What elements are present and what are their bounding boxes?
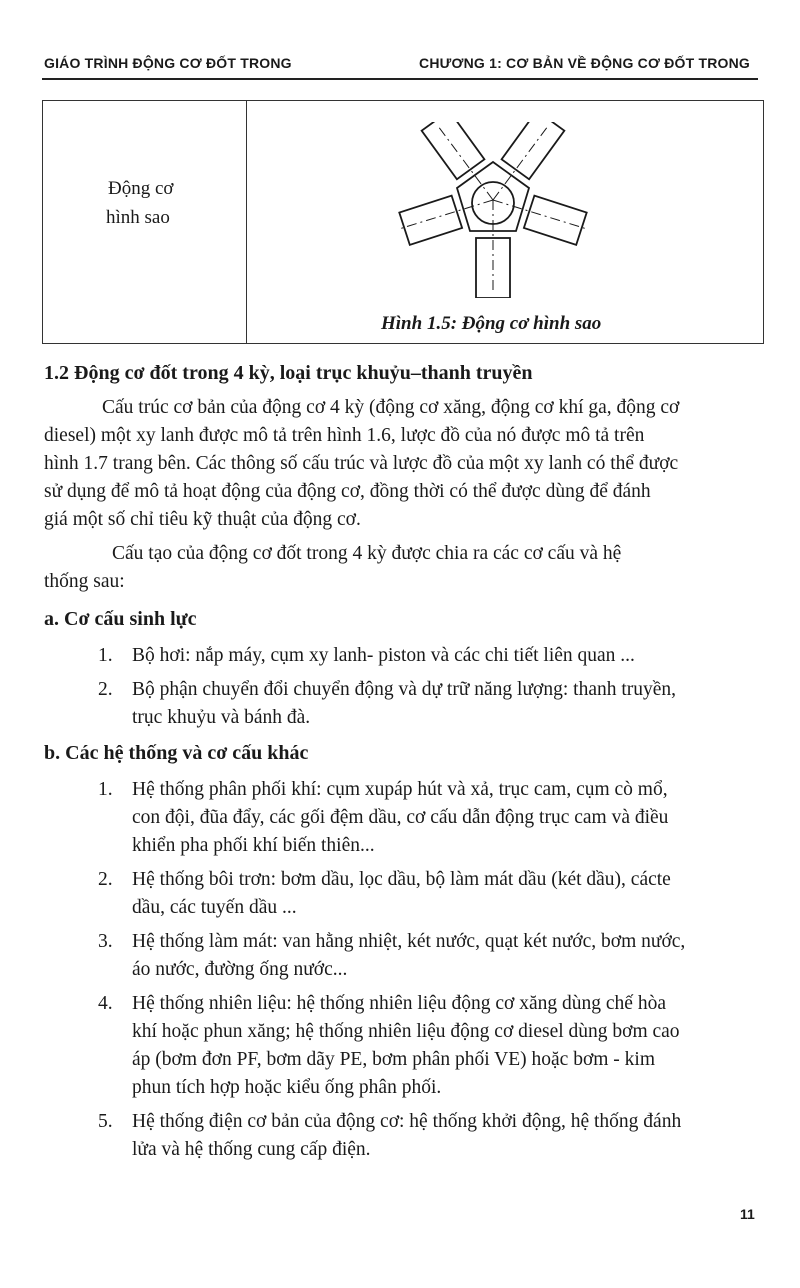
paragraph-line: Cấu trúc cơ bản của động cơ 4 kỳ (động cơ xăng, động cơ khí ga, động cơ [102,397,680,418]
cylinder-top-left [422,122,485,179]
list-item-number: 2. [98,679,113,700]
header-rule [42,78,758,80]
list-item-line: Hệ thống bôi trơn: bơm dầu, lọc dầu, bộ làm mát dầu (két dầu), cácte [132,869,671,890]
list-item-line: Hệ thống làm mát: van hằng nhiệt, két nước, quạt két nước, bơm nước, [132,931,686,952]
list-item-line: áo nước, đường ống nước... [132,959,348,980]
paragraph-line: Cấu tạo của động cơ đốt trong 4 kỳ được chia ra các cơ cấu và hệ [112,543,622,564]
list-item-line: khí hoặc phun xăng; hệ thống nhiên liệu động cơ diesel dùng bơm cao [132,1021,680,1042]
subsection-a-heading: a. Cơ cấu sinh lực [44,608,197,630]
paragraph-line: giá một số chỉ tiêu kỹ thuật của động cơ. [44,509,361,530]
radial-engine-diagram [380,122,600,298]
list-item-line: Hệ thống nhiên liệu: hệ thống nhiên liệu động cơ xăng dùng chế hòa [132,993,666,1014]
paragraph-line: sử dụng để mô tả hoạt động của động cơ, đồng thời có thể được dùng để đánh [44,481,651,502]
list-item-line: dầu, các tuyến dầu ... [132,897,297,918]
running-header [44,52,750,74]
list-item-line: Bộ hơi: nắp máy, cụm xy lanh- piston và các chi tiết liên quan ... [132,645,635,666]
cylinder-right [524,196,587,245]
list-item-line: con đội, đũa đẩy, các gối đệm dầu, cơ cấu dẫn động trục cam và điều [132,807,669,828]
header-book-title: GIÁO TRÌNH ĐỘNG CƠ ĐỐT TRONG [44,55,292,71]
list-item-number: 1. [98,779,113,800]
subsection-b-heading: b. Các hệ thống và cơ cấu khác [44,742,309,764]
list-item-number: 2. [98,869,113,890]
list-item-line: trục khuỷu và bánh đà. [132,707,311,728]
list-item-number: 4. [98,993,113,1014]
figure-label-line-1: Động cơ [108,178,174,199]
list-item-number: 1. [98,645,113,666]
list-item-line: phun tích hợp hoặc kiểu ống phân phối. [132,1077,442,1098]
list-item-line: khiển pha phối khí biến thiên... [132,835,375,856]
cylinder-top-right [502,122,565,179]
page-number: 11 [740,1206,755,1222]
list-item-number: 5. [98,1111,113,1132]
paragraph-line: diesel) một xy lanh được mô tả trên hình 1.6, lược đồ của nó được mô tả trên [44,425,645,446]
figure-table-divider [246,100,247,344]
paragraph-line: thống sau: [44,571,125,592]
list-item-line: áp (bơm đơn PF, bơm dãy PE, bơm phân phối VE) hoặc bơm - kim [132,1049,656,1070]
section-heading: 1.2 Động cơ đốt trong 4 kỳ, loại trục khuỷu–thanh truyền [44,362,533,384]
list-item-line: Hệ thống phân phối khí: cụm xupáp hút và xả, trục cam, cụm cò mổ, [132,779,668,800]
figure-caption: Hình 1.5: Động cơ hình sao [381,313,602,334]
cylinder-left [399,196,462,245]
figure-label-line-2: hình sao [106,207,170,228]
header-chapter-title: CHƯƠNG 1: CƠ BẢN VỀ ĐỘNG CƠ ĐỐT TRONG [419,55,750,71]
list-item-line: lửa và hệ thống cung cấp điện. [132,1139,371,1160]
list-item-line: Bộ phận chuyển đổi chuyển động và dự trữ năng lượng: thanh truyền, [132,679,677,700]
list-item-number: 3. [98,931,113,952]
paragraph-line: hình 1.7 trang bên. Các thông số cấu trúc và lược đồ của một xy lanh có thể được [44,453,679,474]
list-item-line: Hệ thống điện cơ bản của động cơ: hệ thống khởi động, hệ thống đánh [132,1111,682,1132]
